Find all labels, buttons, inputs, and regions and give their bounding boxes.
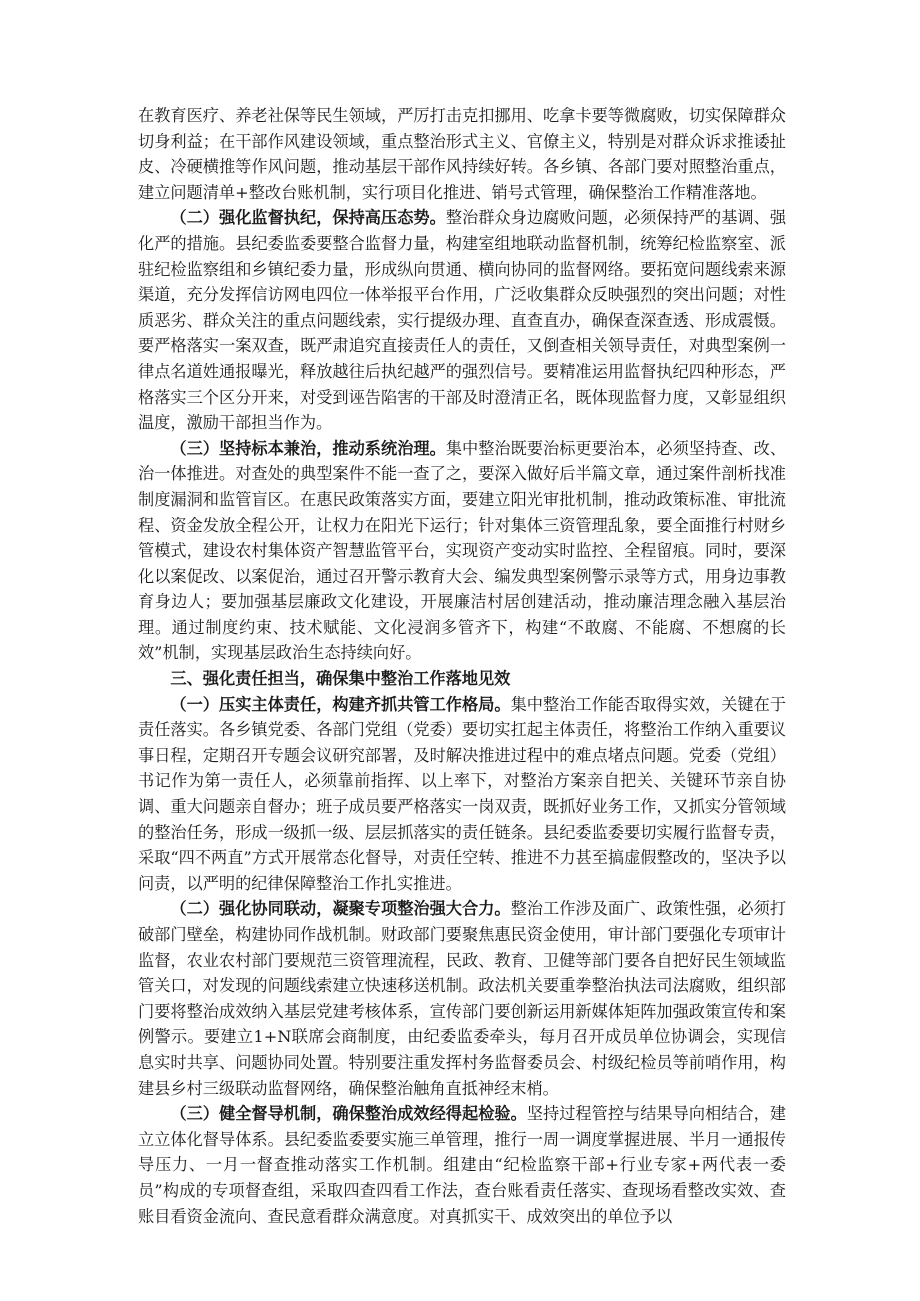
subsection-heading: （三）健全督导机制，确保整治成效经得起检验。 (170, 1104, 527, 1124)
subsection-heading: （二）强化监督执纪，保持高压态势。 (170, 208, 446, 228)
subsection-heading: （二）强化协同联动，凝聚专项整治强大合力。 (170, 899, 511, 919)
section-heading: 三、强化责任担当，确保集中整治工作落地见效 (170, 669, 511, 689)
paragraph-text: 整治群众身边腐败问题，必须保持严的基调、强化严的措施。县纪委监委要整合监督力量，构建室组地联动监督机制，统筹纪检监察室、派驻纪检监察组和乡镇纪委力量，形成纵向贯通、横向协同的监督网络。要拓宽问题线索来源渠道，充分发挥信访网电四位一体举报平台作用，广泛收集群众反映强烈的突出问题；对性质恶劣、群众关注的重点问题线索，实行提级办理、直查直办，确保查深查透、形成震慑。要严格落实一案双查，既严肃追究直接责任人的责任，又倒查相关领导责任，对典型案例一律点名道姓通报曝光，释放越往后执纪越严的强烈信号。要精准运用监督执纪四种形态，严格落实三个区分开来，对受到诬告陷害的干部及时澄清正名，既体现监督力度，又彰显组织温度，激励干部担当作为。 (138, 208, 787, 433)
paragraph-coordination (138, 896, 786, 1101)
paragraph-continued (138, 103, 786, 205)
paragraph-text: 整治工作涉及面广、政策性强，必须打破部门壁垒，构建协同作战机制。财政部门要聚焦惠民资金使用，审计部门要强化专项审计监督，农业农村部门要规范三资管理流程，民政、教育、卫健等部门要各自把好民生领域监管关口，对发现的问题线索建立快速移送机制。政法机关要重拳整治执法司法腐败，组织部门要将整治成效纳入基层党建考核体系，宣传部门要创新运用新媒体矩阵加强政策宣传和案例警示。要建立1+N联席会商制度，由纪委监委牵头，每月召开成员单位协调会，实现信息实时共享、问题协同处置。特别要注重发挥村务监督委员会、村级纪检员等前哨作用，构建县乡村三级联动监督网络，确保整治触角直抵神经末梢。 (138, 899, 787, 1098)
subsection-heading: （三）坚持标本兼治，推动系统治理。 (170, 438, 446, 458)
paragraph-text: 在教育医疗、养老社保等民生领域，严厉打击克扣挪用、吃拿卡要等微腐败，切实保障群众切身利益；在干部作风建设领域，重点整治形式主义、官僚主义，特别是对群众诉求推诿扯皮、冷硬横推等作风问题，推动基层干部作风持续好转。各乡镇、各部门要对照整治重点，建立问题清单+整改台账机制，实行项目化推进、销号式管理，确保整治工作精准落地。 (138, 106, 786, 202)
paragraph-responsibility (138, 692, 786, 897)
paragraph-text: 坚持过程管控与结果导向相结合，建立立体化督导体系。县纪委监委要实施三单管理，推行一周一调度掌握进展、半月一通报传导压力、一月一督查推动落实工作机制。组建由“纪检监察干部+行业专家+两代表一委员”构成的专项督查组，采取四查四看工作法，查台账看责任落实、查现场看整改实效、查账目看资金流向、查民意看群众满意度。对真抓实干、成效突出的单位予以 (138, 1104, 787, 1226)
paragraph-text: 集中整治既要治标更要治本，必须坚持查、改、治一体推进。对查处的典型案件不能一查了之，要深入做好后半篇文章，通过案件剖析找准制度漏洞和监管盲区。在惠民政策落实方面，要建立阳光审批机制，推动政策标准、审批流程、资金发放全程公开，让权力在阳光下运行；针对集体三资管理乱象，要全面推行村财乡管模式，建设农村集体资产智慧监管平台，实现资产变动实时监控、全程留痕。同时，要深化以案促改、以案促治，通过召开警示教育大会、编发典型案例警示录等方式，用身边事教育身边人；要加强基层廉政文化建设，开展廉洁村居创建活动，推动廉洁理念融入基层治理。通过制度约束、技术赋能、文化浸润多管齐下，构建“不敢腐、不能腐、不想腐的长效”机制，实现基层政治生态持续向好。 (138, 438, 787, 663)
subsection-heading: （一）压实主体责任，构建齐抓共管工作格局。 (170, 694, 511, 714)
paragraph-supervision (138, 205, 786, 435)
paragraph-governance (138, 436, 786, 666)
paragraph-text: 集中整治工作能否取得实效，关键在于责任落实。各乡镇党委、各部门党组（党委）要切实扛起主体责任，将整治工作纳入重要议事日程，定期召开专题会议研究部署，及时解决推进过程中的难点堵点问题。党委（党组）书记作为第一责任人，必须靠前指挥、以上率下，对整治方案亲自把关、关键环节亲自协调、重大问题亲自督办；班子成员要严格落实一岗双责，既抓好业务工作，又抓实分管领域的整治任务，形成一级抓一级、层层抓落实的责任链条。县纪委监委要切实履行监督专责，采取“四不两直”方式开展常态化督导，对责任空转、推进不力甚至搞虚假整改的，坚决予以问责，以严明的纪律保障整治工作扎实推进。 (138, 694, 787, 893)
paragraph-supervision-mechanism (138, 1101, 786, 1229)
document-page (138, 103, 786, 1229)
